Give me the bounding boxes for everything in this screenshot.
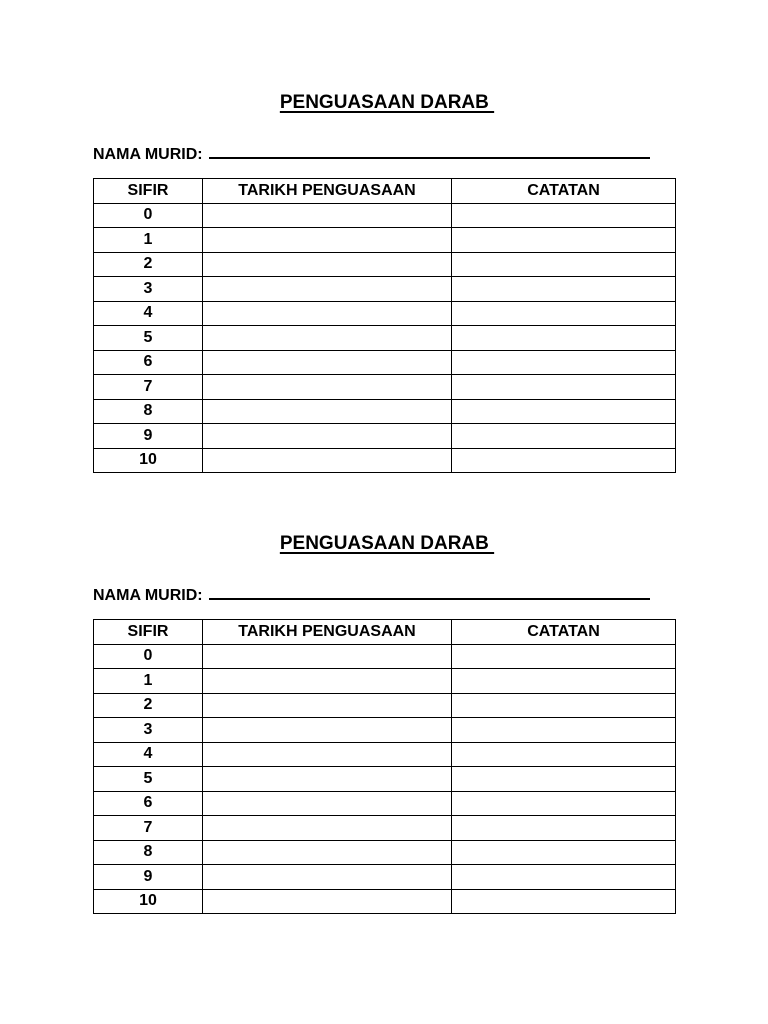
header-catatan: CATATAN	[452, 179, 676, 204]
notes-cell[interactable]	[452, 742, 676, 767]
notes-cell[interactable]	[452, 767, 676, 792]
sifir-number: 0	[94, 644, 203, 669]
notes-cell[interactable]	[452, 424, 676, 449]
mastery-date-cell[interactable]	[203, 375, 452, 400]
sifir-number: 6	[94, 350, 203, 375]
table-row	[94, 718, 676, 743]
student-name-line	[93, 143, 675, 163]
table-header-row	[94, 620, 676, 645]
header-sifir: SIFIR	[94, 179, 203, 204]
notes-cell[interactable]	[452, 277, 676, 302]
notes-cell[interactable]	[452, 252, 676, 277]
student-name-line	[93, 584, 675, 604]
notes-cell[interactable]	[452, 669, 676, 694]
notes-cell[interactable]	[452, 326, 676, 351]
table-row	[94, 301, 676, 326]
table-row	[94, 840, 676, 865]
mastery-date-cell[interactable]	[203, 865, 452, 890]
table-row	[94, 644, 676, 669]
worksheet-title: PENGUASAAN DARAB	[279, 533, 495, 554]
table-header-row	[94, 179, 676, 204]
worksheet-title: PENGUASAAN DARAB	[279, 92, 495, 113]
sifir-number: 10	[94, 448, 203, 473]
sifir-number: 1	[94, 228, 203, 253]
notes-cell[interactable]	[452, 399, 676, 424]
mastery-date-cell[interactable]	[203, 718, 452, 743]
mastery-date-cell[interactable]	[203, 350, 452, 375]
notes-cell[interactable]	[452, 889, 676, 914]
notes-cell[interactable]	[452, 350, 676, 375]
mastery-date-cell[interactable]	[203, 252, 452, 277]
table-row	[94, 693, 676, 718]
table-row	[94, 203, 676, 228]
student-name-blank	[209, 584, 650, 600]
table-row	[94, 399, 676, 424]
mastery-date-cell[interactable]	[203, 277, 452, 302]
mastery-date-cell[interactable]	[203, 424, 452, 449]
mastery-table	[93, 619, 676, 914]
table-row	[94, 252, 676, 277]
notes-cell[interactable]	[452, 840, 676, 865]
mastery-date-cell[interactable]	[203, 889, 452, 914]
sifir-number: 4	[94, 301, 203, 326]
header-sifir: SIFIR	[94, 620, 203, 645]
table-row	[94, 424, 676, 449]
notes-cell[interactable]	[452, 375, 676, 400]
mastery-date-cell[interactable]	[203, 228, 452, 253]
student-name-blank	[209, 143, 650, 159]
mastery-date-cell[interactable]	[203, 693, 452, 718]
table-row	[94, 448, 676, 473]
mastery-date-cell[interactable]	[203, 742, 452, 767]
mastery-date-cell[interactable]	[203, 816, 452, 841]
sifir-number: 4	[94, 742, 203, 767]
mastery-date-cell[interactable]	[203, 399, 452, 424]
notes-cell[interactable]	[452, 301, 676, 326]
notes-cell[interactable]	[452, 644, 676, 669]
mastery-date-cell[interactable]	[203, 203, 452, 228]
notes-cell[interactable]	[452, 865, 676, 890]
table-row	[94, 228, 676, 253]
header-tarikh-penguasaan: TARIKH PENGUASAAN	[203, 179, 452, 204]
sifir-number: 10	[94, 889, 203, 914]
sifir-number: 5	[94, 326, 203, 351]
mastery-date-cell[interactable]	[203, 669, 452, 694]
sifir-number: 1	[94, 669, 203, 694]
table-row	[94, 889, 676, 914]
sifir-number: 7	[94, 816, 203, 841]
notes-cell[interactable]	[452, 693, 676, 718]
sifir-number: 2	[94, 252, 203, 277]
worksheet-1	[93, 92, 675, 473]
notes-cell[interactable]	[452, 816, 676, 841]
mastery-date-cell[interactable]	[203, 326, 452, 351]
student-name-label: NAMA MURID:	[93, 587, 203, 604]
table-row	[94, 816, 676, 841]
notes-cell[interactable]	[452, 203, 676, 228]
header-tarikh-penguasaan: TARIKH PENGUASAAN	[203, 620, 452, 645]
table-row	[94, 742, 676, 767]
sifir-number: 6	[94, 791, 203, 816]
sifir-number: 5	[94, 767, 203, 792]
table-row	[94, 865, 676, 890]
sifir-number: 3	[94, 718, 203, 743]
mastery-date-cell[interactable]	[203, 791, 452, 816]
table-row	[94, 669, 676, 694]
header-catatan: CATATAN	[452, 620, 676, 645]
table-row	[94, 791, 676, 816]
sifir-number: 8	[94, 399, 203, 424]
mastery-date-cell[interactable]	[203, 301, 452, 326]
student-name-label: NAMA MURID:	[93, 146, 203, 163]
table-row	[94, 326, 676, 351]
sifir-number: 3	[94, 277, 203, 302]
mastery-date-cell[interactable]	[203, 448, 452, 473]
table-row	[94, 767, 676, 792]
notes-cell[interactable]	[452, 228, 676, 253]
table-row	[94, 375, 676, 400]
mastery-date-cell[interactable]	[203, 644, 452, 669]
sifir-number: 7	[94, 375, 203, 400]
mastery-table	[93, 178, 676, 473]
worksheet-2	[93, 533, 675, 914]
table-row	[94, 350, 676, 375]
sifir-number: 9	[94, 865, 203, 890]
notes-cell[interactable]	[452, 448, 676, 473]
notes-cell[interactable]	[452, 718, 676, 743]
notes-cell[interactable]	[452, 791, 676, 816]
table-row	[94, 277, 676, 302]
sifir-number: 9	[94, 424, 203, 449]
mastery-date-cell[interactable]	[203, 840, 452, 865]
sifir-number: 0	[94, 203, 203, 228]
sifir-number: 2	[94, 693, 203, 718]
mastery-date-cell[interactable]	[203, 767, 452, 792]
sifir-number: 8	[94, 840, 203, 865]
